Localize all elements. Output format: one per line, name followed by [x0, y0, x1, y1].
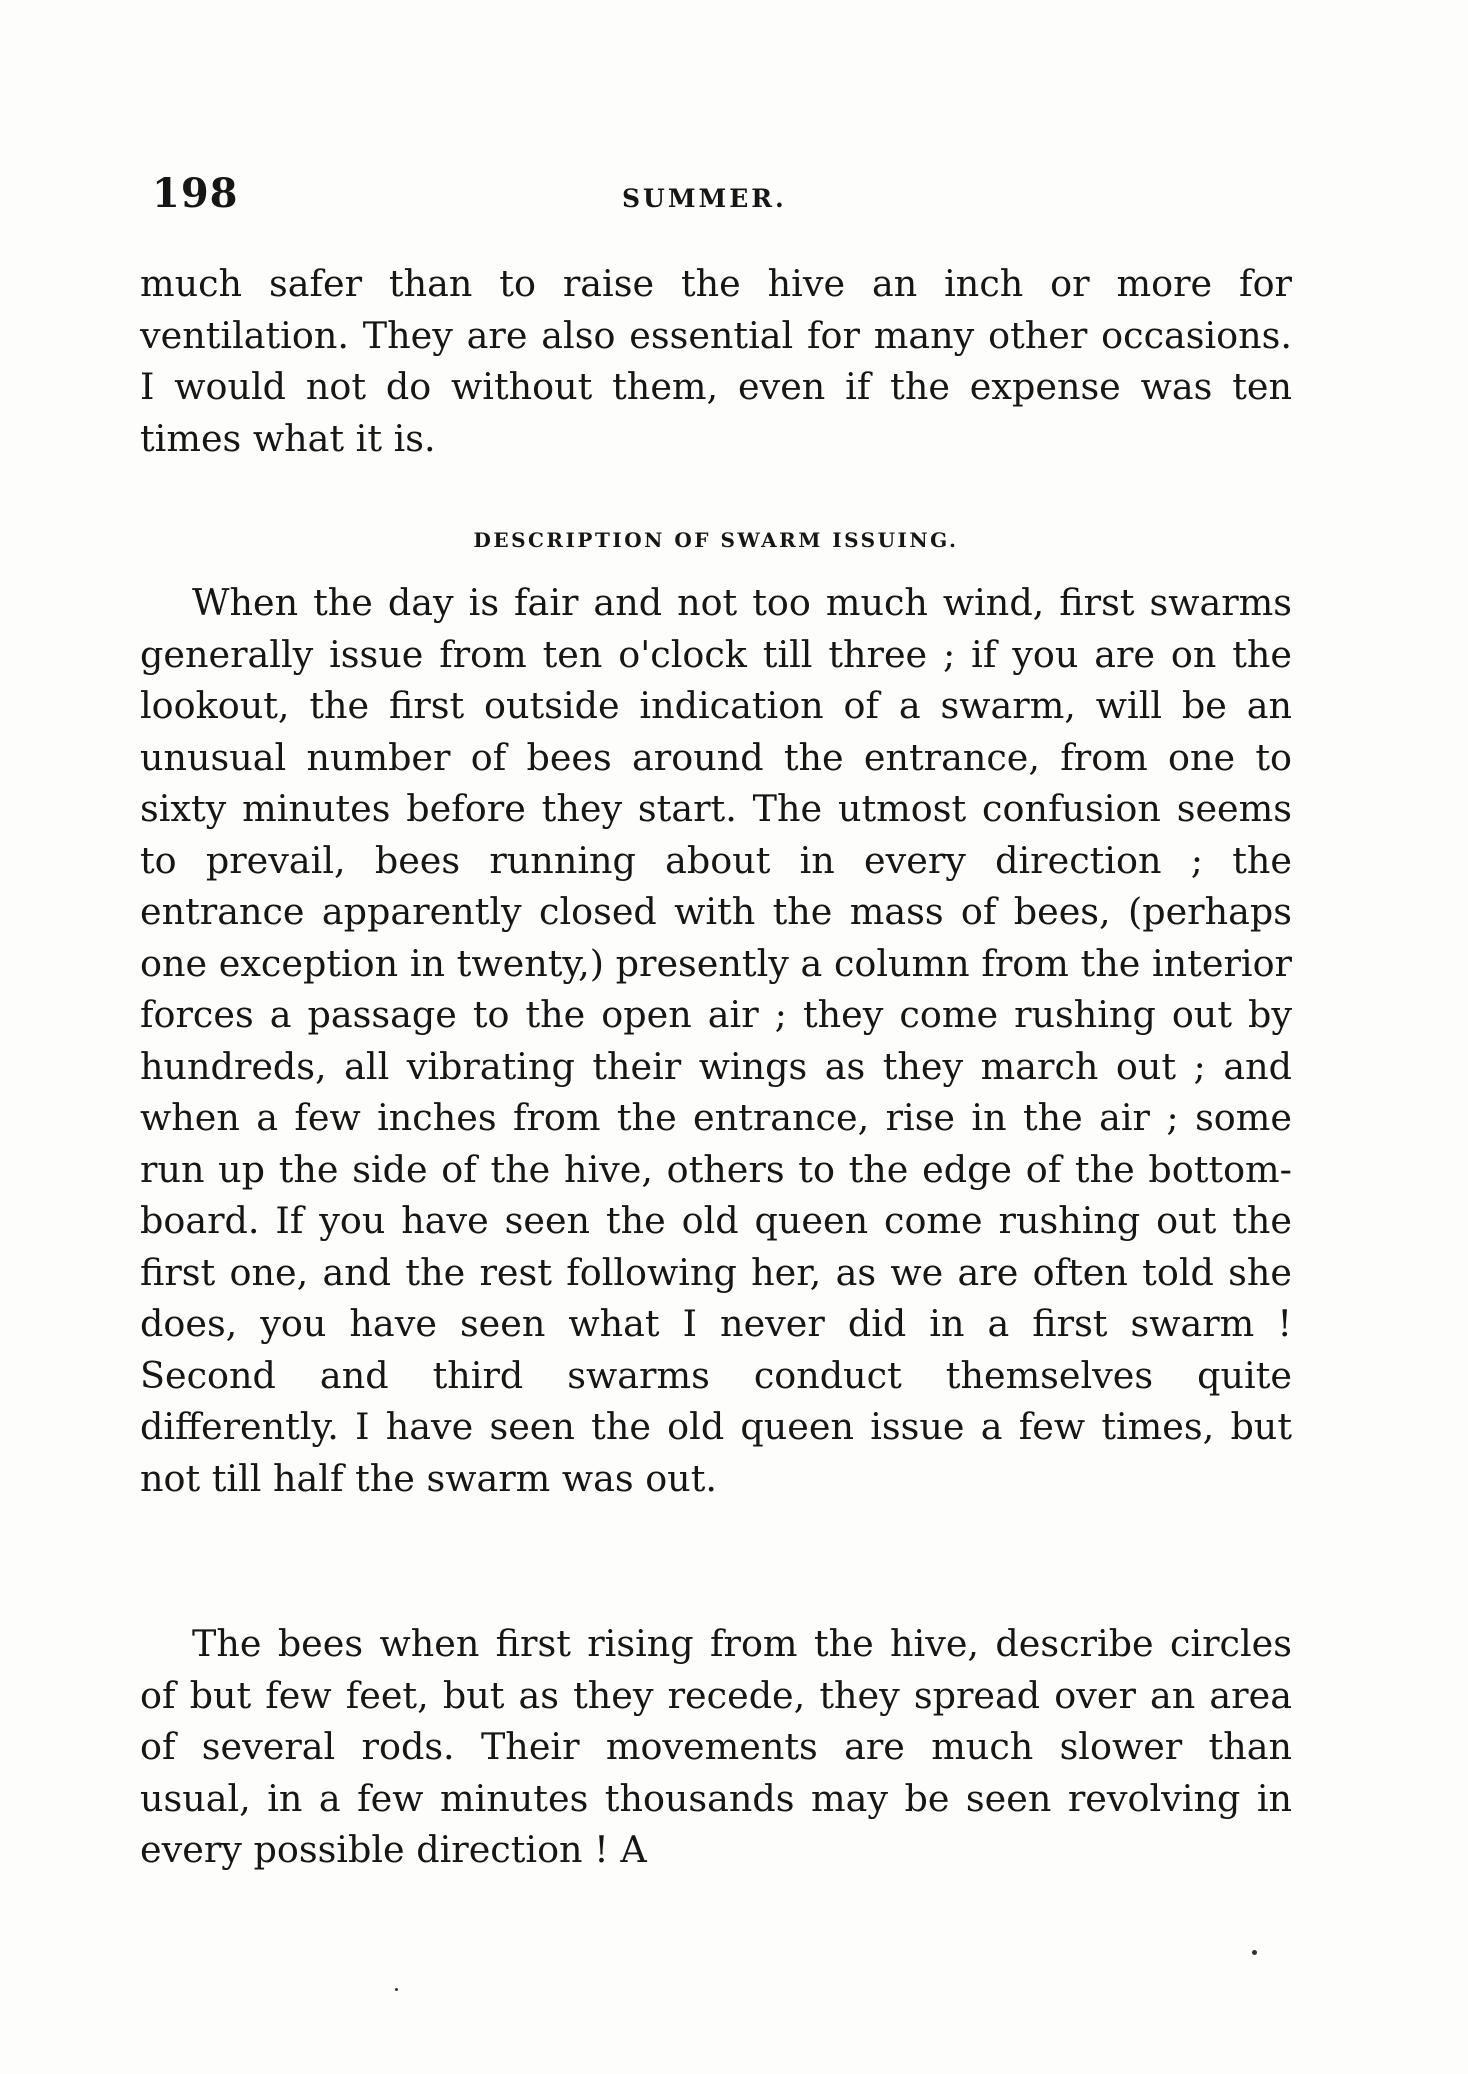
- section-heading: DESCRIPTION OF SWARM ISSUING.: [473, 528, 959, 552]
- paragraph-swarm-issue: [140, 577, 1292, 1504]
- page-number: 198: [152, 170, 239, 217]
- paragraph-text: When the day is fair and not too much wind, first swarms generally issue from ten o'clock till three ; if you are on the lookout, the first outside indication of a swarm, will be an unusual number of bees around the entrance, from one to sixty minutes before they start. The utmost confusion seems to prevail, bees running about in every direction ; the entrance apparently closed with the mass of bees, (perhaps one exception in twenty,) presently a column from the interior forces a passage to the open air ; they come rushing out by hundreds, all vibrating their wings as they march out ; and when a few inches from the entrance, rise in the air ; some run up the side of the hive, others to the edge of the bottom-board. If you have seen the old queen come rushing out the first one, and the rest following her, as we are often told she does, you have seen what I never did in a first swarm ! Second and third swarms conduct themselves quite differently. I have seen the old queen issue a few times, but not till half the swarm was out.: [140, 581, 1292, 1500]
- print-speck: [1252, 1950, 1257, 1955]
- paragraph-bees-rising: [140, 1618, 1292, 1876]
- paragraph-text: The bees when first rising from the hive, describe circles of but few feet, but as they recede, they spread over an area of several rods. Their movements are much slower than usual, in a few minutes thousands may be seen revolving in every possible direction ! A: [140, 1622, 1292, 1871]
- page-header: [152, 170, 1292, 230]
- print-speck: [395, 1988, 398, 1991]
- running-head: SUMMER.: [622, 184, 787, 213]
- paragraph-text: much safer than to raise the hive an inch or more for ventilation. They are also essential for many other occasions. I would not do without them, even if the expense was ten times what it is.: [140, 262, 1292, 460]
- continuation-paragraph: [140, 258, 1292, 464]
